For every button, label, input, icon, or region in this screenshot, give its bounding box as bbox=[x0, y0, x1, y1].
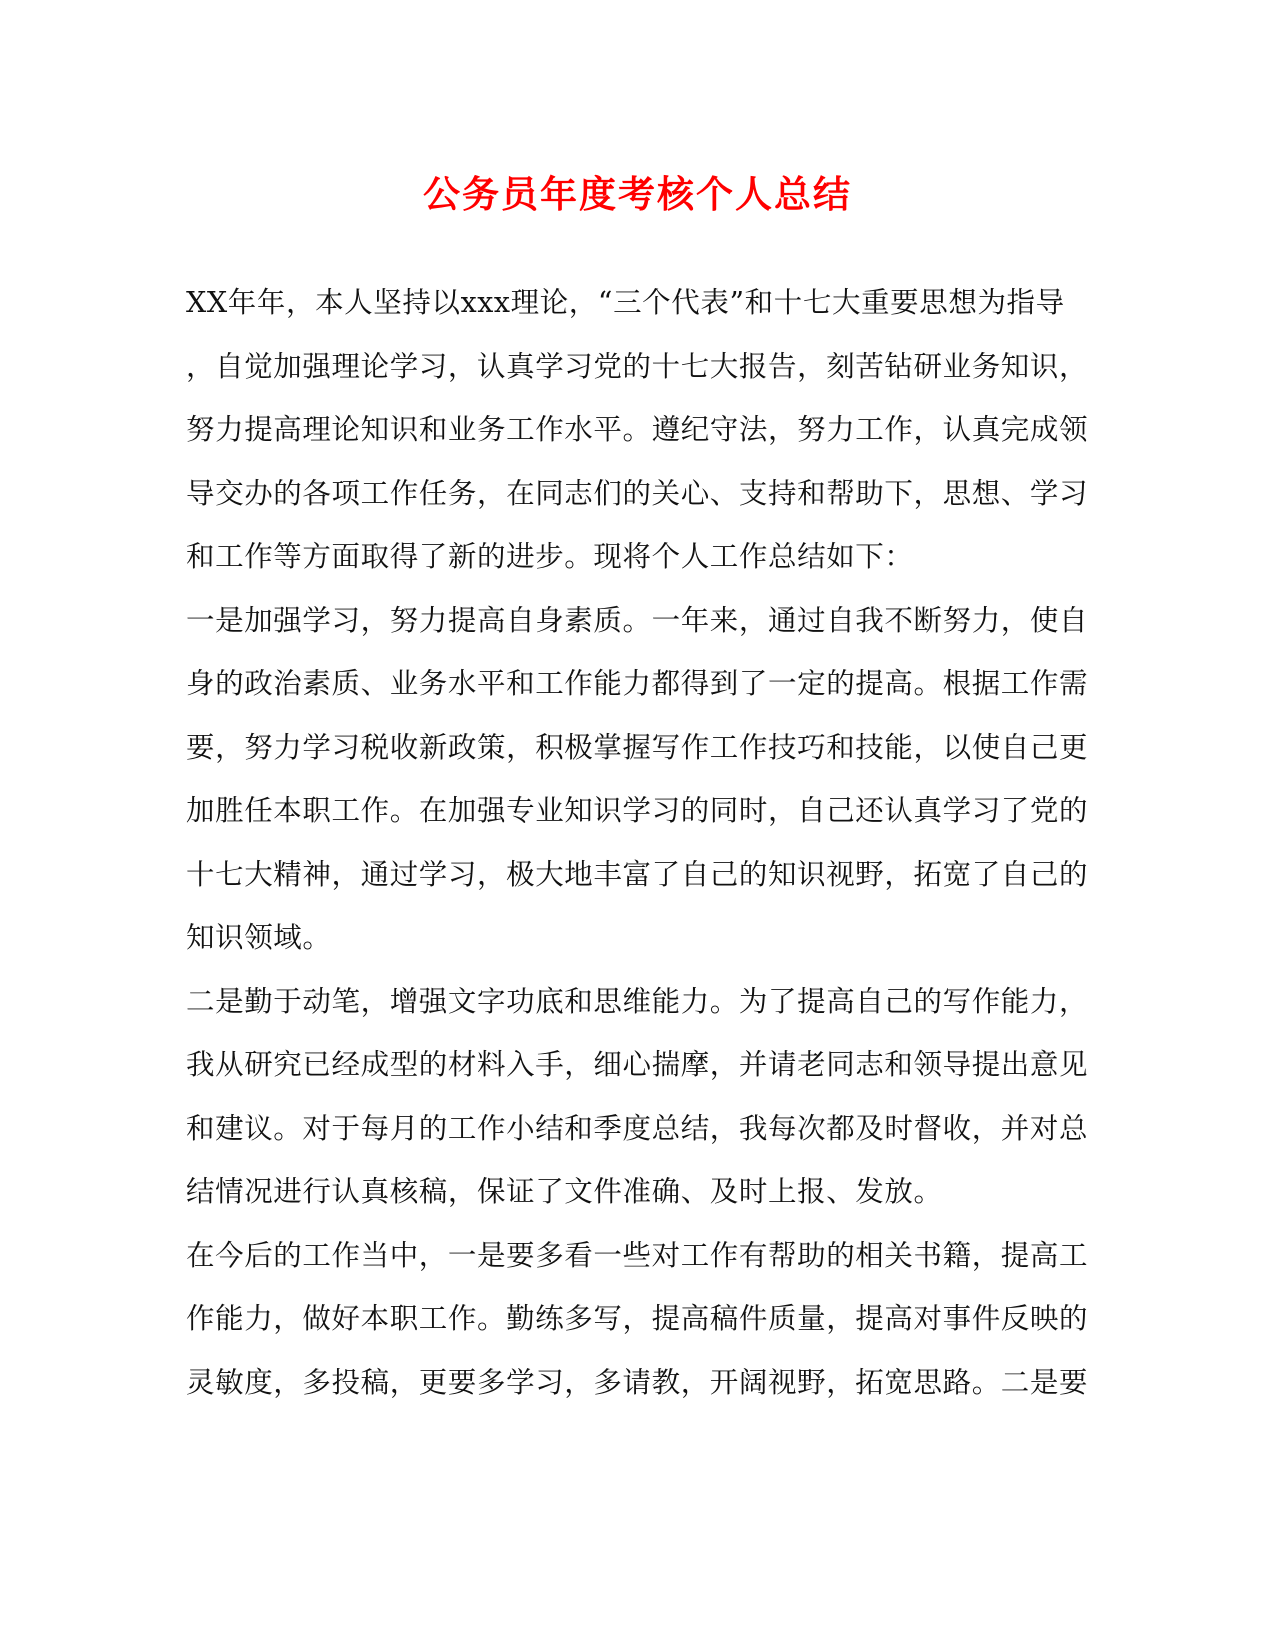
body-line: 灵敏度，多投稿，更要多学习，多请教，开阔视野，拓宽思路。二是要 bbox=[186, 1365, 1089, 1399]
body-line: 努力提高理论知识和业务工作水平。遵纪守法，努力工作，认真完成领 bbox=[186, 413, 1089, 446]
body-line: 导交办的各项工作任务，在同志们的关心、支持和帮助下，思想、学习 bbox=[186, 476, 1089, 510]
body-line: ，自觉加强理论学习，认真学习党的十七大报告，刻苦钻研业务知识， bbox=[186, 349, 1089, 383]
body-line: 作能力，做好本职工作。勤练多写，提高稿件质量，提高对事件反映的 bbox=[186, 1302, 1089, 1335]
body-line: 和工作等方面取得了新的进步。现将个人工作总结如下： bbox=[186, 540, 914, 573]
body-line: XX年年，本人坚持以xxx理论，“三个代表”和十七大重要思想为指导 bbox=[186, 286, 1065, 319]
body-line: 要，努力学习税收新政策，积极掌握写作工作技巧和技能，以使自己更 bbox=[186, 730, 1089, 764]
body-line: 在今后的工作当中，一是要多看一些对工作有帮助的相关书籍，提高工 bbox=[186, 1238, 1089, 1272]
document-title: 公务员年度考核个人总结 bbox=[423, 172, 852, 216]
body-line: 十七大精神，通过学习，极大地丰富了自己的知识视野，拓宽了自己的 bbox=[186, 857, 1089, 891]
document-body bbox=[186, 281, 1089, 1424]
body-line: 加胜任本职工作。在加强专业知识学习的同时，自己还认真学习了党的 bbox=[186, 794, 1089, 827]
body-line: 二是勤于动笔，增强文字功底和思维能力。为了提高自己的写作能力， bbox=[186, 984, 1089, 1018]
body-line: 结情况进行认真核稿，保证了文件准确、及时上报、发放。 bbox=[186, 1175, 943, 1208]
body-line: 和建议。对于每月的工作小结和季度总结，我每次都及时督收，并对总 bbox=[186, 1111, 1089, 1145]
body-line: 我从研究已经成型的材料入手，细心揣摩，并请老同志和领导提出意见 bbox=[186, 1048, 1089, 1081]
body-line: 身的政治素质、业务水平和工作能力都得到了一定的提高。根据工作需 bbox=[186, 667, 1089, 700]
body-line: 知识领域。 bbox=[186, 921, 332, 954]
body-line: 一是加强学习，努力提高自身素质。一年来，通过自我不断努力，使自 bbox=[186, 603, 1089, 637]
